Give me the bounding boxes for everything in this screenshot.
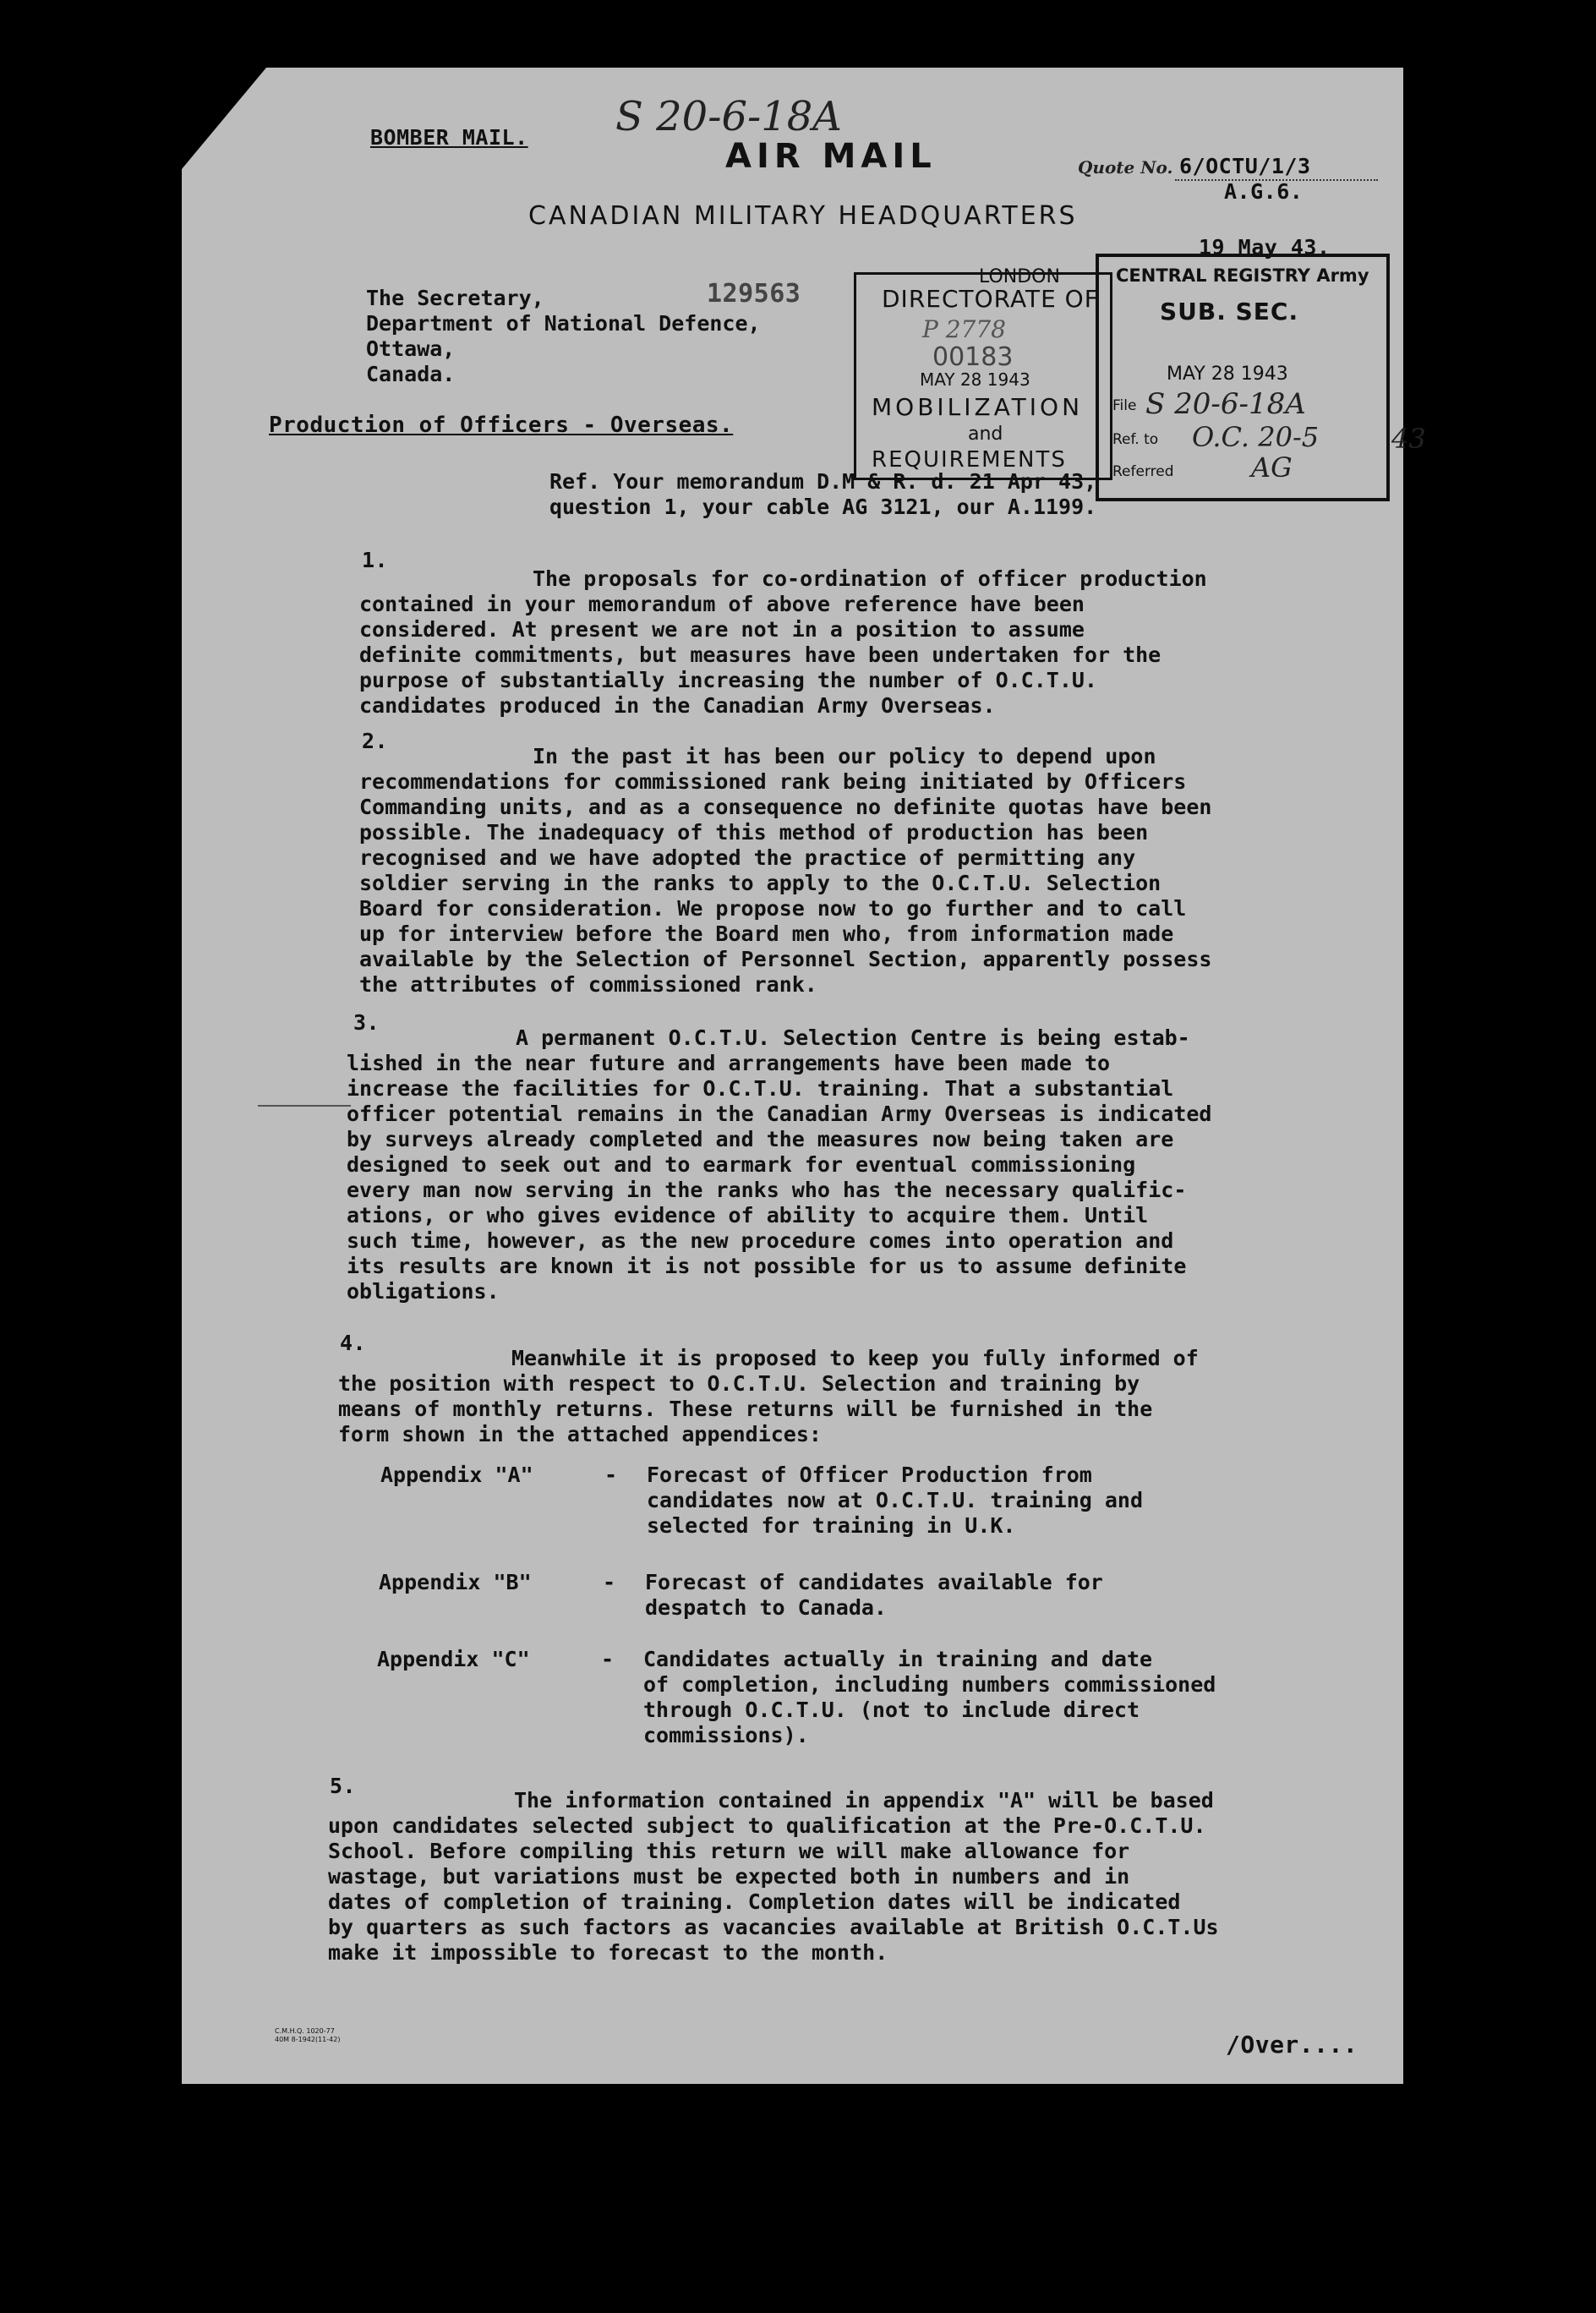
serial-number: 129563 bbox=[707, 279, 801, 309]
directorate-stamp bbox=[854, 272, 1112, 480]
appendix-line: Forecast of candidates available for bbox=[645, 1570, 1103, 1594]
registry-referred-label: Referred bbox=[1112, 463, 1174, 480]
appendix-line: despatch to Canada. bbox=[645, 1595, 887, 1620]
appendix-description bbox=[643, 1647, 1216, 1748]
appendix-description bbox=[645, 1570, 1103, 1621]
appendix-line: selected for training in U.K. bbox=[647, 1513, 1016, 1538]
paragraph-line: designed to seek out and to earmark for eventual commissioning bbox=[347, 1152, 1136, 1177]
appendix-dash: - bbox=[603, 1570, 616, 1594]
reference-line: Ref. Your memorandum D.M & R. d. 21 Apr 43, bbox=[549, 469, 1097, 494]
margin-note: 43 bbox=[1391, 423, 1426, 455]
appendix-line: of completion, including numbers commissioned bbox=[643, 1672, 1216, 1697]
central-registry-stamp bbox=[1096, 254, 1390, 501]
registry-ref-value: O.C. 20-5 bbox=[1192, 421, 1320, 453]
paragraph-number: 1. bbox=[362, 548, 389, 572]
paragraph-line: recognised and we have adopted the practice of permitting any bbox=[359, 845, 1136, 870]
continued-over-label: /Over.... bbox=[1226, 2031, 1358, 2059]
registry-stamp-title: CENTRAL REGISTRY Army bbox=[1116, 265, 1369, 286]
appendix-label: Appendix "A" bbox=[380, 1463, 533, 1487]
paragraph-line: available by the Selection of Personnel Section, apparently possess bbox=[359, 947, 1212, 971]
paragraph-line: The proposals for co-ordination of officer production bbox=[533, 566, 1207, 591]
paragraph-line: Commanding units, and as a consequence no definite quotas have been bbox=[359, 795, 1212, 819]
letter-date: 19 May 43. bbox=[1199, 235, 1331, 260]
handwritten-file-number: S 20-6-18A bbox=[615, 93, 842, 140]
appendix-description bbox=[647, 1463, 1143, 1539]
paragraph-line: form shown in the attached appendices: bbox=[338, 1422, 822, 1446]
directorate-stamp-number: 00183 bbox=[932, 342, 1014, 372]
directorate-stamp-requirements: REQUIREMENTS bbox=[872, 447, 1067, 473]
registry-stamp-date: MAY 28 1943 bbox=[1167, 364, 1288, 385]
air-mail-heading: AIR MAIL bbox=[725, 137, 937, 176]
paragraph-line: recommendations for commissioned rank being initiated by Officers bbox=[359, 769, 1187, 794]
paragraph-line: possible. The inadequacy of this method of production has been bbox=[359, 820, 1149, 845]
paragraph-1 bbox=[359, 566, 1207, 719]
registry-file-label: File bbox=[1112, 397, 1137, 414]
paragraph-line: the position with respect to O.C.T.U. Selection and training by bbox=[338, 1371, 1140, 1396]
paragraph-line: considered. At present we are not in a position to assume bbox=[359, 617, 1085, 642]
directorate-stamp-mobilization: MOBILIZATION bbox=[872, 393, 1084, 421]
reference-block bbox=[549, 469, 1096, 520]
paragraph-line: purpose of substantially increasing the number of O.C.T.U. bbox=[359, 668, 1097, 692]
appendix-label: Appendix "C" bbox=[377, 1647, 530, 1671]
paragraph-line: In the past it has been our policy to depend upon bbox=[533, 744, 1156, 768]
reference-line: question 1, your cable AG 3121, our A.1199. bbox=[549, 495, 1097, 519]
margin-mark bbox=[258, 1105, 351, 1107]
address-line: Ottawa, bbox=[366, 336, 456, 361]
addressee-block bbox=[366, 286, 761, 387]
paragraph-line: by quarters as such factors as vacancies available at British O.C.T.Us bbox=[328, 1915, 1219, 1939]
paragraph-number: 3. bbox=[353, 1010, 380, 1035]
quote-value: 6/OCTU/1/3 bbox=[1179, 154, 1311, 178]
paragraph-number: 2. bbox=[362, 729, 389, 753]
paragraph-line: the attributes of commissioned rank. bbox=[359, 972, 817, 997]
ag-reference: A.G.6. bbox=[1224, 179, 1304, 204]
paragraph-line: lished in the near future and arrangements have been made to bbox=[347, 1051, 1111, 1075]
form-code-line: 40M 8-1942(11-42) bbox=[275, 2036, 341, 2043]
registry-stamp-subsection: SUB. SEC. bbox=[1160, 298, 1299, 325]
directorate-stamp-date: MAY 28 1943 bbox=[920, 369, 1030, 390]
appendix-line: candidates now at O.C.T.U. training and bbox=[647, 1488, 1143, 1512]
appendix-dash: - bbox=[601, 1647, 615, 1671]
form-code bbox=[275, 2027, 340, 2044]
london-label: LONDON bbox=[979, 266, 1060, 287]
address-line: Canada. bbox=[366, 362, 456, 386]
quote-label: Quote No. bbox=[1078, 157, 1173, 178]
paragraph-line: definite commitments, but measures have been undertaken for the bbox=[359, 642, 1161, 667]
paragraph-line: by surveys already completed and the measures now being taken are bbox=[347, 1127, 1174, 1151]
appendix-line: Candidates actually in training and date bbox=[643, 1647, 1153, 1671]
bomber-mail-label: BOMBER MAIL. bbox=[370, 125, 528, 150]
paragraph-5 bbox=[328, 1788, 1219, 1966]
address-line: Department of National Defence, bbox=[366, 311, 761, 336]
paragraph-line: dates of completion of training. Completion dates will be indicated bbox=[328, 1889, 1181, 1914]
paragraph-line: ations, or who gives evidence of ability to acquire them. Until bbox=[347, 1203, 1149, 1228]
paragraph-line: contained in your memorandum of above reference have been bbox=[359, 592, 1085, 616]
organization-heading: CANADIAN MILITARY HEADQUARTERS bbox=[528, 201, 1078, 231]
directorate-stamp-hand-number: P 2778 bbox=[922, 315, 1006, 343]
paragraph-line: Meanwhile it is proposed to keep you fully informed of bbox=[511, 1346, 1199, 1370]
paragraph-3 bbox=[347, 1025, 1212, 1304]
paragraph-line: soldier serving in the ranks to apply to the O.C.T.U. Selection bbox=[359, 871, 1161, 895]
subject-line: Production of Officers - Overseas. bbox=[269, 413, 734, 438]
appendix-line: commissions). bbox=[643, 1723, 809, 1747]
paragraph-line: make it impossible to forecast to the month. bbox=[328, 1940, 888, 1965]
paragraph-line: School. Before compiling this return we will make allowance for bbox=[328, 1839, 1130, 1863]
appendix-line: Forecast of Officer Production from bbox=[647, 1463, 1092, 1487]
paragraph-line: candidates produced in the Canadian Army Overseas. bbox=[359, 693, 996, 718]
registry-ref-label: Ref. to bbox=[1112, 431, 1159, 448]
appendix-label: Appendix "B" bbox=[379, 1570, 532, 1594]
appendix-line: through O.C.T.U. (not to include direct bbox=[643, 1698, 1140, 1722]
paragraph-line: obligations. bbox=[347, 1279, 500, 1304]
paragraph-line: such time, however, as the new procedure comes into operation and bbox=[347, 1228, 1174, 1253]
paragraph-line: A permanent O.C.T.U. Selection Centre is being estab- bbox=[516, 1025, 1190, 1050]
appendix-dash: - bbox=[604, 1463, 618, 1487]
paragraph-line: every man now serving in the ranks who has the necessary qualific- bbox=[347, 1178, 1187, 1202]
paragraph-line: upon candidates selected subject to qualification at the Pre-O.C.T.U. bbox=[328, 1813, 1206, 1838]
paragraph-line: officer potential remains in the Canadian Army Overseas is indicated bbox=[347, 1102, 1212, 1126]
paragraph-line: means of monthly returns. These returns will be furnished in the bbox=[338, 1397, 1153, 1421]
address-line: The Secretary, bbox=[366, 286, 544, 310]
directorate-stamp-title: DIRECTORATE OF bbox=[882, 285, 1099, 313]
registry-referred-value: AG bbox=[1251, 451, 1293, 484]
registry-file-value: S 20-6-18A bbox=[1145, 387, 1306, 421]
directorate-stamp-and: and bbox=[968, 424, 1003, 445]
form-code-line: C.M.H.Q. 1020-77 bbox=[275, 2027, 335, 2035]
paragraph-number: 4. bbox=[340, 1331, 367, 1355]
paragraph-line: Board for consideration. We propose now to go further and to call bbox=[359, 896, 1187, 921]
paragraph-line: wastage, but variations must be expected both in numbers and in bbox=[328, 1864, 1130, 1889]
paragraph-2 bbox=[359, 744, 1211, 998]
paragraph-4 bbox=[338, 1346, 1199, 1447]
paragraph-line: The information contained in appendix "A" will be based bbox=[514, 1788, 1214, 1813]
paragraph-line: increase the facilities for O.C.T.U. training. That a substantial bbox=[347, 1076, 1174, 1101]
paragraph-number: 5. bbox=[330, 1774, 357, 1798]
paragraph-line: up for interview before the Board men who, from information made bbox=[359, 921, 1174, 946]
paragraph-line: its results are known it is not possible for us to assume definite bbox=[347, 1254, 1187, 1278]
